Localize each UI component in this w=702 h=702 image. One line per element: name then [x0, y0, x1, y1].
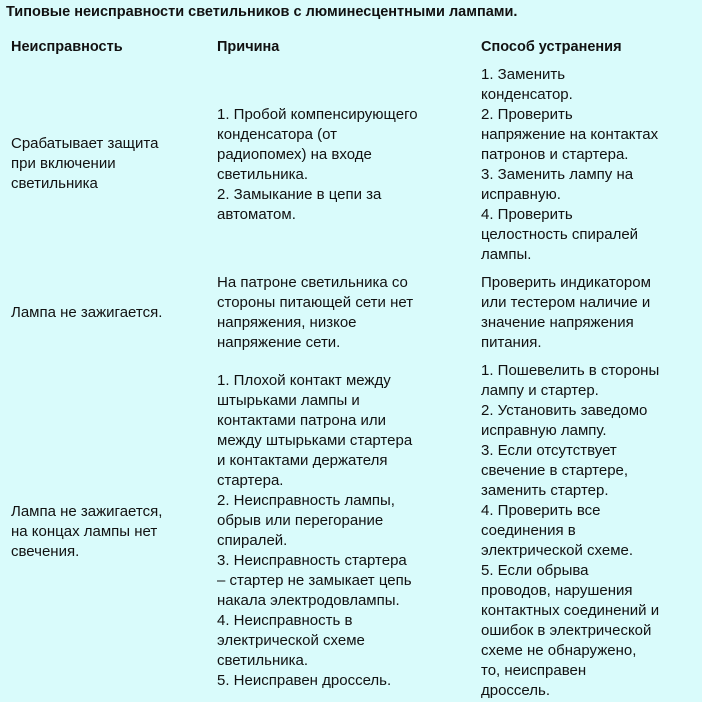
row-3-cause: 1. Плохой контакт между штырьками лампы и контактами патрона или между штырьками стартера и контактами держателя стартера. 2. Неисправность лампы, обрыв или перегорание спиралей. 3. Неисправность стартера – стартер не замыкает цепь накала электродовлампы. 4. Неисправность в электрической схеме светильника. 5. Неисправен дроссель. [217, 372, 413, 689]
column-header-fault: Неисправность [11, 39, 123, 55]
row-1-remedy: 1. Заменить конденсатор. 2. Проверить напряжение на контактах патронов и стартера. 3. Заменить лампу на исправную. 4. Проверить целостность спиралей лампы. [481, 66, 659, 263]
row-1-fault: Срабатывает защита при включении светильника [11, 135, 159, 192]
row-2-fault: Лампа не зажигается. [11, 304, 163, 321]
row-1-cause: 1. Пробой компенсирующего конденсатора (от радиопомех) на входе светильника. 2. Замыкание в цепи за автоматом. [217, 106, 418, 223]
row-3-fault: Лампа не зажигается, на концах лампы нет свечения. [11, 503, 163, 560]
column-header-remedy: Способ устранения [481, 39, 622, 55]
row-3-remedy: 1. Пошевелить в стороны лампу и стартер. 2. Установить заведомо исправную лампу. 3. Если отсутствует свечение в стартере, заменить стартер. 4. Проверить все соединения в электрической схеме. 5. Если обрыва проводов, нарушения контактных соединений и ошибок в электрической схеме не обнаружено, то, неисправен дроссель. [481, 362, 660, 699]
row-2-remedy: Проверить индикатором или тестером наличие и значение напряжения питания. [481, 274, 651, 351]
column-header-cause: Причина [217, 39, 280, 55]
page-title: Типовые неисправности светильников с люминесцентными лампами. [6, 4, 518, 20]
row-2-cause: На патроне светильника со стороны питающей сети нет напряжения, низкое напряжение сети. [217, 274, 414, 351]
